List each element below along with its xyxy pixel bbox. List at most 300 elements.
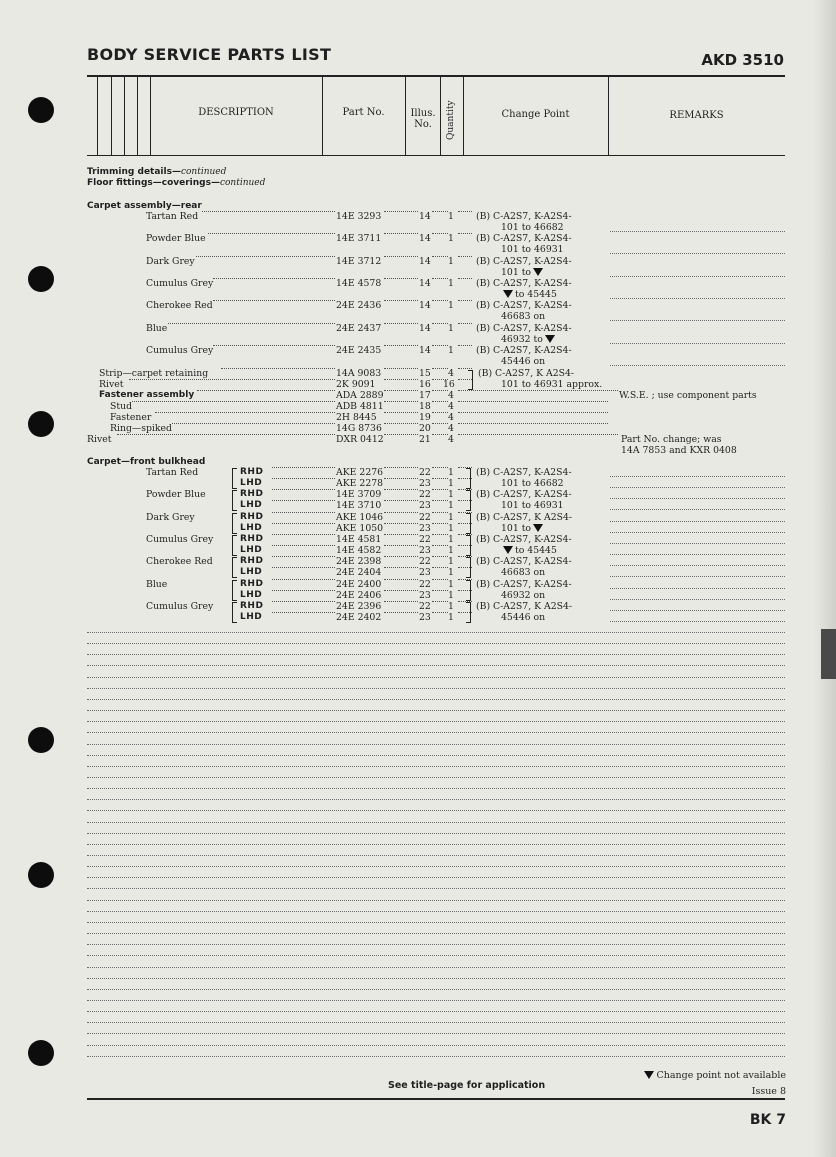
bracket-right <box>466 513 471 534</box>
remarks-line <box>610 253 785 254</box>
part-number: AKE 1046 <box>336 511 384 523</box>
change-point-serial: 101 to 46682 <box>501 478 564 489</box>
change-point: (B) C-A2S7, K-A2S4- <box>476 344 572 356</box>
change-point-column-header: Change Point <box>501 109 570 120</box>
ruled-line <box>87 721 785 722</box>
item-description: Ring—spiked <box>110 423 172 434</box>
quantity: 1 <box>448 255 454 267</box>
ruled-line <box>87 955 785 956</box>
dot-leader <box>432 323 448 324</box>
ruled-line <box>87 922 785 923</box>
dot-leader <box>432 567 448 568</box>
dot-leader <box>272 579 335 580</box>
dot-leader <box>432 412 448 413</box>
change-point: (B) C-A2S7, K-A2S4- <box>476 533 572 545</box>
illus-number: 20 <box>419 423 431 434</box>
quantity: 1 <box>448 211 454 222</box>
illus-number: 19 <box>419 412 431 423</box>
item-description: Blue <box>146 322 168 334</box>
dot-leader <box>272 556 335 557</box>
section-heading-carpet-front: Carpet—front bulkhead <box>87 457 206 467</box>
remarks-line <box>610 231 785 232</box>
change-point-continued <box>501 545 557 556</box>
item-description: Fastener assembly <box>99 390 195 400</box>
change-point: (B) C-A2S7, K A2S4- <box>476 600 573 612</box>
change-point-triangle-icon <box>533 524 543 532</box>
ruled-line <box>87 978 785 979</box>
illus-number: 14 <box>419 233 431 245</box>
binder-hole <box>28 727 54 753</box>
dot-leader <box>432 534 448 535</box>
dot-leader <box>432 368 448 369</box>
illus-number: 22 <box>419 578 431 590</box>
dot-leader <box>458 390 618 391</box>
bracket-left <box>232 513 237 534</box>
dot-leader <box>196 256 335 257</box>
item-description: Fastener <box>110 412 152 423</box>
ruled-line <box>87 989 785 990</box>
ruled-line <box>87 866 785 867</box>
remarks-line <box>610 298 785 299</box>
ruled-line <box>87 1056 785 1057</box>
ruled-line <box>87 944 785 945</box>
change-point-serial: 45446 on <box>501 355 546 367</box>
binder-hole <box>28 1040 54 1066</box>
dot-leader <box>384 556 418 557</box>
ruled-line <box>87 933 785 934</box>
ruled-line <box>87 677 785 678</box>
dot-leader <box>384 256 418 257</box>
quantity-column-header: Quantity <box>446 100 456 140</box>
dot-leader <box>272 467 335 468</box>
dot-leader <box>272 601 335 602</box>
dot-leader <box>432 211 448 212</box>
part-number: ADB 4811 <box>336 401 384 412</box>
change-point-serial: 101 to 46931 <box>501 500 564 512</box>
bracket-right <box>466 557 471 578</box>
ruled-line <box>87 654 785 655</box>
remarks-line <box>610 509 785 510</box>
change-point-triangle-icon <box>533 268 543 276</box>
quantity: 1 <box>448 544 454 556</box>
remarks-line <box>610 487 785 488</box>
table-row <box>0 401 836 412</box>
item-description: Dark Grey <box>146 511 195 523</box>
illus-number: 14 <box>419 322 431 334</box>
footer-change-note <box>642 1070 786 1081</box>
dot-leader <box>458 401 608 402</box>
dot-leader <box>458 368 472 369</box>
dot-leader <box>213 345 335 346</box>
ruled-line <box>87 732 785 733</box>
illus-number: 14 <box>419 344 431 356</box>
page-title: BODY SERVICE PARTS LIST <box>87 45 332 64</box>
remarks-line <box>610 588 785 589</box>
dot-leader <box>384 300 418 301</box>
dot-leader <box>432 256 448 257</box>
illus-number: 17 <box>419 390 431 401</box>
illus-number: 22 <box>419 600 431 612</box>
change-point: (B) C-A2S7, K-A2S4- <box>476 233 572 245</box>
change-point-continued <box>501 289 557 300</box>
dot-leader <box>384 612 418 613</box>
dot-leader <box>432 345 448 346</box>
change-point: (B) C-A2S7, K-A2S4- <box>476 467 572 478</box>
ruled-line <box>87 877 785 878</box>
dot-leader <box>458 434 618 435</box>
change-point-continued <box>501 311 545 322</box>
dot-leader <box>384 423 418 424</box>
dot-leader <box>458 412 608 413</box>
change-point-serial: 101 to 46682 <box>501 222 564 233</box>
dot-leader <box>432 478 448 479</box>
column-divider <box>405 77 406 155</box>
item-description: Powder Blue <box>146 489 206 501</box>
quantity: 4 <box>448 412 454 423</box>
hand-label: RHD <box>240 533 264 544</box>
bracket-right <box>466 490 471 511</box>
dot-leader <box>384 434 418 435</box>
dot-leader <box>432 434 448 435</box>
change-point-serial: 46683 on <box>501 311 546 323</box>
dot-leader <box>172 423 335 424</box>
part-number: 14E 4581 <box>336 533 382 545</box>
ruled-line <box>87 855 785 856</box>
table-row <box>0 323 836 334</box>
change-point-triangle-icon <box>644 1071 654 1079</box>
ruled-line <box>87 1011 785 1012</box>
dot-leader <box>432 545 448 546</box>
table-row <box>0 423 836 434</box>
dot-leader <box>458 233 472 234</box>
dot-leader <box>202 211 335 212</box>
change-point-continued <box>501 267 545 278</box>
section-heading-carpet-rear: Carpet assembly—rear <box>87 201 202 211</box>
continued-note: continued <box>180 167 227 177</box>
page-number: BK 7 <box>749 1112 786 1128</box>
quantity: 1 <box>448 522 454 534</box>
illus-number: 14 <box>419 255 431 267</box>
bracket-right <box>468 370 473 390</box>
remarks-line <box>610 610 785 611</box>
illus-number: 23 <box>419 589 431 601</box>
change-point: (B) C-A2S7, K-A2S4- <box>476 489 572 501</box>
remarks-line <box>610 343 785 344</box>
item-description: Strip—carpet retaining <box>99 368 209 379</box>
change-point-serial: to 45445 <box>515 544 557 556</box>
dot-leader <box>458 278 472 279</box>
section-heading-floor: Floor fittings—coverings—continued <box>87 178 266 188</box>
item-description: Cherokee Red <box>146 556 213 568</box>
ruled-line <box>87 888 785 889</box>
part-number: 14A 9083 <box>336 368 382 379</box>
part-number: 14E 3712 <box>336 255 382 267</box>
dot-leader <box>432 278 448 279</box>
footer-rule <box>87 1098 785 1100</box>
dot-leader <box>384 545 418 546</box>
item-description: Tartan Red <box>146 467 199 478</box>
remarks-line <box>610 476 785 477</box>
part-number: 24E 2406 <box>336 589 382 601</box>
change-point-triangle-icon <box>545 335 555 343</box>
illus-number: 22 <box>419 489 431 501</box>
ruled-line <box>87 833 785 834</box>
part-number: AKE 2278 <box>336 478 384 489</box>
part-number: ADA 2889 <box>336 390 384 401</box>
change-point-serial: to 45445 <box>515 288 557 300</box>
dot-leader <box>384 390 418 391</box>
dot-leader <box>272 523 335 524</box>
remarks-line <box>610 543 785 544</box>
change-point-serial: 101 to <box>501 266 532 278</box>
item-description: Powder Blue <box>146 233 206 245</box>
ruled-line <box>87 844 785 845</box>
dot-leader <box>272 500 335 501</box>
dot-leader <box>384 590 418 591</box>
dot-leader <box>384 500 418 501</box>
dot-leader <box>117 434 335 435</box>
document-code: AKD 3510 <box>701 51 784 69</box>
dot-leader <box>272 478 335 479</box>
dot-leader <box>432 489 448 490</box>
illus-number: 21 <box>419 434 431 445</box>
ruled-line <box>87 744 785 745</box>
item-description: Stud <box>110 401 133 412</box>
dot-leader <box>384 467 418 468</box>
illus-number: 16 <box>419 379 431 390</box>
change-point-continued: 101 to 46931 approx. <box>501 379 603 390</box>
part-number: AKE 1050 <box>336 522 384 534</box>
hand-label: LHD <box>240 500 263 511</box>
illus-number: 14 <box>419 211 431 222</box>
quantity: 1 <box>448 600 454 612</box>
item-description: Rivet <box>87 434 112 445</box>
dot-leader <box>432 612 448 613</box>
ruled-line <box>87 699 785 700</box>
table-row <box>0 434 836 445</box>
table-row <box>0 211 836 222</box>
dot-leader <box>155 412 335 413</box>
bracket-right <box>466 602 471 623</box>
ruled-line <box>87 900 785 901</box>
remarks-line <box>610 320 785 321</box>
change-point-serial: 45446 on <box>501 611 546 623</box>
change-point: (B) C-A2S7, K-A2S4- <box>476 211 572 222</box>
dot-leader <box>384 401 418 402</box>
dot-leader <box>384 512 418 513</box>
dot-leader <box>168 323 335 324</box>
quantity: 1 <box>448 322 454 334</box>
ruled-line <box>87 822 785 823</box>
part-number: 24E 2404 <box>336 567 382 579</box>
hand-label: RHD <box>240 556 264 567</box>
part-number: 24E 2400 <box>336 578 382 590</box>
bracket-right <box>466 535 471 556</box>
illus-number: 22 <box>419 533 431 545</box>
quantity: 4 <box>448 434 454 445</box>
table-row <box>0 300 836 311</box>
part-number: 14E 3710 <box>336 500 382 512</box>
quantity: 1 <box>448 578 454 590</box>
table-row <box>0 412 836 423</box>
item-description: Cherokee Red <box>146 300 213 312</box>
dot-leader <box>458 211 472 212</box>
illus-number: 14 <box>419 300 431 312</box>
ruled-line <box>87 632 785 633</box>
dot-leader <box>432 512 448 513</box>
binder-hole <box>28 97 54 123</box>
part-number: 24E 2435 <box>336 344 382 356</box>
part-no-column-header: Part No. <box>342 107 385 118</box>
item-description: Cumulus Grey <box>146 277 214 289</box>
dot-leader <box>384 478 418 479</box>
ruled-line <box>87 1045 785 1046</box>
dot-leader <box>384 579 418 580</box>
dot-leader <box>384 233 418 234</box>
table-row <box>0 345 836 356</box>
illus-number: 23 <box>419 522 431 534</box>
remarks-column-header: REMARKS <box>669 110 724 121</box>
change-point-triangle-icon <box>503 290 513 298</box>
change-point-serial: 46932 to <box>501 333 543 345</box>
change-point-continued <box>501 222 564 233</box>
ruled-line <box>87 766 785 767</box>
change-point-serial: 46683 on <box>501 567 546 579</box>
change-point: (B) C-A2S7, K-A2S4- <box>476 277 572 289</box>
ruled-line <box>87 688 785 689</box>
item-description: Blue <box>146 578 168 590</box>
quantity: 4 <box>448 423 454 434</box>
dot-leader <box>132 401 335 402</box>
quantity: 1 <box>448 233 454 245</box>
item-description: Rivet <box>99 379 124 390</box>
illus-no-column-header: Illus. No. <box>410 108 436 130</box>
dot-leader <box>384 345 418 346</box>
illus-number: 22 <box>419 556 431 568</box>
dot-leader <box>458 423 608 424</box>
ruled-line <box>87 1022 785 1023</box>
dot-leader <box>384 323 418 324</box>
ruled-line <box>87 788 785 789</box>
item-description: Tartan Red <box>146 211 199 222</box>
change-point-triangle-icon <box>503 546 513 554</box>
part-number: 14E 3293 <box>336 211 382 222</box>
illus-number: 23 <box>419 544 431 556</box>
change-point-continued <box>501 612 545 623</box>
change-point: (B) C-A2S7, K-A2S4- <box>476 578 572 590</box>
part-number: 14E 3711 <box>336 233 382 245</box>
section-heading-trimming: Trimming details—continued <box>87 167 227 177</box>
quantity: 1 <box>448 344 454 356</box>
hand-label: LHD <box>240 478 263 488</box>
illus-number: 22 <box>419 511 431 523</box>
change-point: (B) C-A2S7, K-A2S4- <box>476 322 572 334</box>
dot-leader <box>384 567 418 568</box>
dot-leader <box>197 390 335 391</box>
quantity: 1 <box>448 478 454 489</box>
change-point-serial: 101 to 46931 <box>501 244 564 256</box>
dot-leader <box>384 278 418 279</box>
item-description: Cumulus Grey <box>146 344 214 356</box>
hand-label: LHD <box>240 611 263 622</box>
change-point: (B) C-A2S7, K A2S4- <box>476 511 573 523</box>
binder-hole <box>28 862 54 888</box>
dot-leader <box>432 523 448 524</box>
ruled-line <box>87 967 785 968</box>
table-row <box>0 256 836 267</box>
section-title: Trimming details <box>87 167 172 177</box>
part-number: 14E 4578 <box>336 277 382 289</box>
change-point-continued <box>501 523 545 534</box>
dot-leader <box>432 556 448 557</box>
section-tab-mark <box>821 629 836 679</box>
footer-application-note: See title-page for application <box>388 1080 546 1091</box>
hand-label: RHD <box>240 489 264 500</box>
dot-leader <box>213 278 335 279</box>
quantity: 1 <box>448 500 454 512</box>
change-point: (B) C-A2S7, K-A2S4- <box>476 556 572 568</box>
dot-leader <box>208 233 335 234</box>
quantity: 1 <box>448 467 454 478</box>
part-number: DXR 0412 <box>336 434 384 445</box>
remarks-line <box>610 621 785 622</box>
dot-leader <box>458 345 472 346</box>
bracket-right <box>466 580 471 601</box>
hand-label: RHD <box>240 511 264 522</box>
illus-number: 15 <box>419 368 431 379</box>
quantity: 4 <box>448 401 454 412</box>
item-description: Cumulus Grey <box>146 600 214 612</box>
quantity: 1 <box>448 567 454 579</box>
quantity: 1 <box>448 533 454 545</box>
quantity: 16 <box>443 379 455 390</box>
remarks-line <box>610 276 785 277</box>
quantity: 1 <box>448 611 454 623</box>
ruled-line <box>87 777 785 778</box>
change-point-serial: 46932 on <box>501 589 546 601</box>
hand-label: LHD <box>240 544 263 555</box>
remarks-line <box>610 554 785 555</box>
table-row <box>0 278 836 289</box>
dot-leader <box>384 412 418 413</box>
part-number: 2H 8445 <box>336 412 377 423</box>
dot-leader <box>129 379 335 380</box>
illus-number: 23 <box>419 500 431 512</box>
remarks-line <box>610 521 785 522</box>
dot-leader <box>384 211 418 212</box>
illus-number: 18 <box>419 401 431 412</box>
hand-label: LHD <box>240 589 263 600</box>
part-number: 14G 8736 <box>336 423 382 434</box>
dot-leader <box>272 534 335 535</box>
remarks-line <box>610 532 785 533</box>
change-point-continued <box>501 590 545 601</box>
change-point-continued <box>501 334 557 345</box>
table-row <box>0 390 836 401</box>
footer-change-note-text: Change point not available <box>656 1070 786 1081</box>
dot-leader <box>432 401 448 402</box>
dot-leader <box>432 601 448 602</box>
header-top-rule <box>87 75 785 77</box>
change-point-continued <box>501 567 545 578</box>
bracket-left <box>232 557 237 578</box>
illus-number: 22 <box>419 467 431 478</box>
ruled-line <box>87 799 785 800</box>
continued-note: continued <box>219 178 266 188</box>
dot-leader <box>384 368 418 369</box>
column-divider <box>111 77 112 155</box>
hand-label: LHD <box>240 522 263 533</box>
